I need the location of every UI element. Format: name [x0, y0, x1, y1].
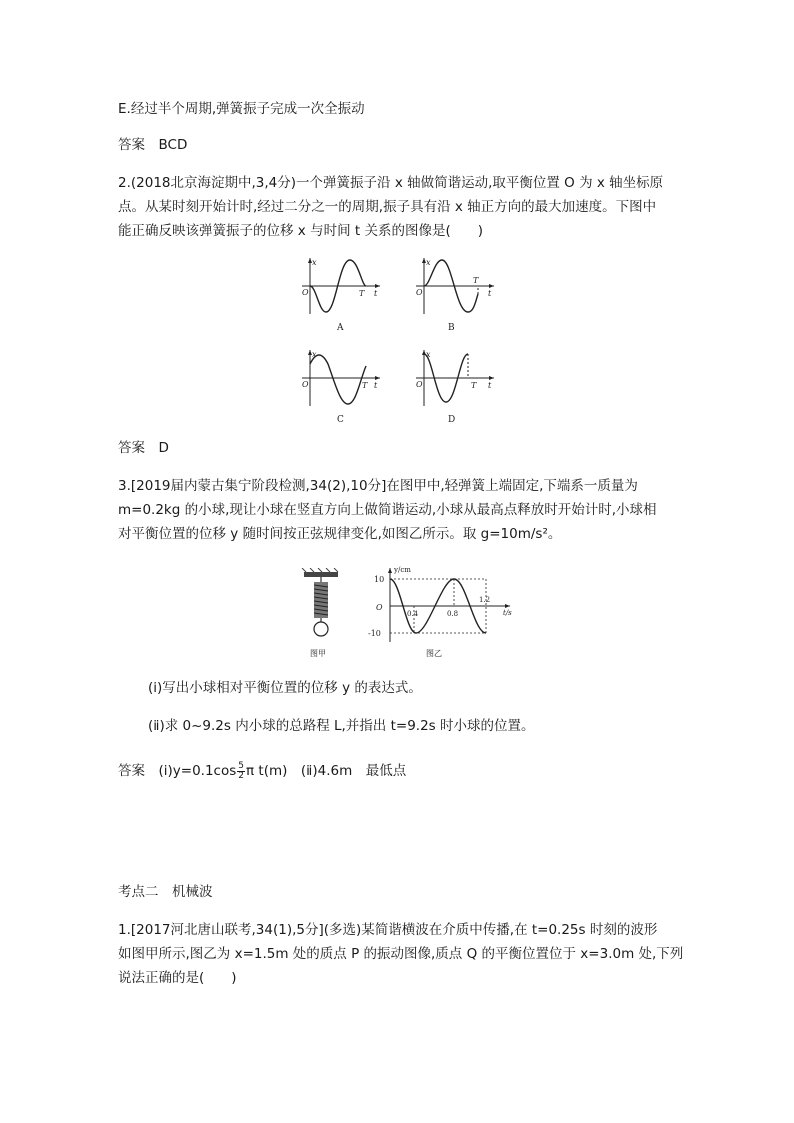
q2-text-line3: 能正确反映该弹簧振子的位移 x 与时间 t 关系的图像是( ) [118, 223, 483, 239]
figure-jia-spring [298, 568, 348, 660]
q3-sub1: (ⅰ)写出小球相对平衡位置的位移 y 的表达式。 [148, 680, 422, 696]
figure-yi-xlabel: t/s [503, 609, 512, 617]
graph-a-period: T [359, 289, 365, 298]
graph-b [406, 254, 506, 334]
graph-b-xlabel: t [488, 289, 492, 298]
graph-d-ylabel: x [426, 350, 431, 359]
graph-c-origin: O [302, 380, 309, 389]
figure-yi-graph [360, 562, 520, 660]
fraction-numerator: 5 [238, 760, 245, 771]
answer-q3-prefix: 答案 (ⅰ)y=0.1cos [118, 763, 237, 779]
option-e: E.经过半个周期,弹簧振子完成一次全振动 [118, 101, 365, 117]
graph-d [406, 346, 506, 426]
graph-c-ylabel: x [312, 350, 317, 359]
graph-a-ylabel: x [312, 258, 317, 267]
answer-q3-suffix: π t(m) (ⅱ)4.6m 最低点 [246, 763, 407, 779]
wave-q1-line2: 如图甲所示,图乙为 x=1.5m 处的质点 P 的振动图像,质点 Q 的平衡位置位于 x=3.0m 处,下列 [118, 946, 684, 962]
answer-q1: 答案 BCD [118, 137, 188, 153]
wave-q1-line1: 1.[2017河北唐山联考,34(1),5分](多选)某简谐横波在介质中传播,在 t=0.25s 时刻的波形 [118, 922, 658, 938]
section-title: 考点二 机械波 [118, 884, 213, 900]
answer-q3 [118, 760, 406, 782]
graph-d-xlabel: t [488, 381, 492, 390]
graph-d-label: D [448, 415, 456, 425]
graph-a-origin: O [302, 288, 309, 297]
fraction-denominator: 2 [238, 770, 245, 781]
graph-d-period: T [471, 381, 477, 390]
figure-yi-ytick-top: 10 [374, 575, 385, 584]
figure-yi-ylabel: y/cm [394, 566, 411, 574]
q3-text-line1: 3.[2019届内蒙古集宁阶段检测,34(2),10分]在图甲中,轻弹簧上端固定,下端系一质量为 [118, 478, 638, 494]
q3-sub2: (ⅱ)求 0~9.2s 内小球的总路程 L,并指出 t=9.2s 时小球的位置。 [148, 718, 535, 734]
q3-text-line3: 对平衡位置的位移 y 随时间按正弦规律变化,如图乙所示。取 g=10m/s²。 [118, 526, 562, 542]
graph-b-ylabel: x [426, 258, 431, 267]
graph-b-origin: O [416, 288, 423, 297]
q2-text-line1: 2.(2018北京海淀期中,3,4分)一个弹簧振子沿 x 轴做简谐运动,取平衡位置 O 为 x 轴坐标原 [118, 175, 664, 191]
figure-yi-label: 图乙 [426, 649, 442, 658]
figure-yi-ytick-bottom: -10 [368, 629, 381, 638]
figure-yi-xtick: 0.8 [447, 610, 459, 618]
figure-yi-xtick: 1.2 [479, 596, 491, 604]
graph-b-label: B [448, 323, 455, 333]
figure-jia-label: 图甲 [310, 649, 326, 658]
figure-yi-origin: O [376, 603, 383, 612]
graph-a-xlabel: t [374, 289, 378, 298]
answer-q3-fraction [237, 762, 245, 781]
answer-q2: 答案 D [118, 440, 169, 456]
graph-c-label: C [337, 415, 344, 425]
graph-c-xlabel: t [374, 381, 378, 390]
graph-c-period: T [362, 381, 368, 390]
graph-c [292, 346, 392, 426]
graph-b-period: T [473, 276, 479, 285]
figure-yi-xtick: 0.4 [407, 610, 419, 618]
graph-a [292, 254, 392, 334]
wave-q1-line3: 说法正确的是( ) [118, 970, 237, 986]
q3-text-line2: m=0.2kg 的小球,现让小球在竖直方向上做简谐运动,小球从最高点释放时开始计时,小球相 [118, 502, 657, 518]
graph-a-label: A [337, 323, 344, 333]
graph-d-origin: O [416, 380, 423, 389]
q2-text-line2: 点。从某时刻开始计时,经过二分之一的周期,振子具有沿 x 轴正方向的最大加速度。下图中 [118, 199, 657, 215]
